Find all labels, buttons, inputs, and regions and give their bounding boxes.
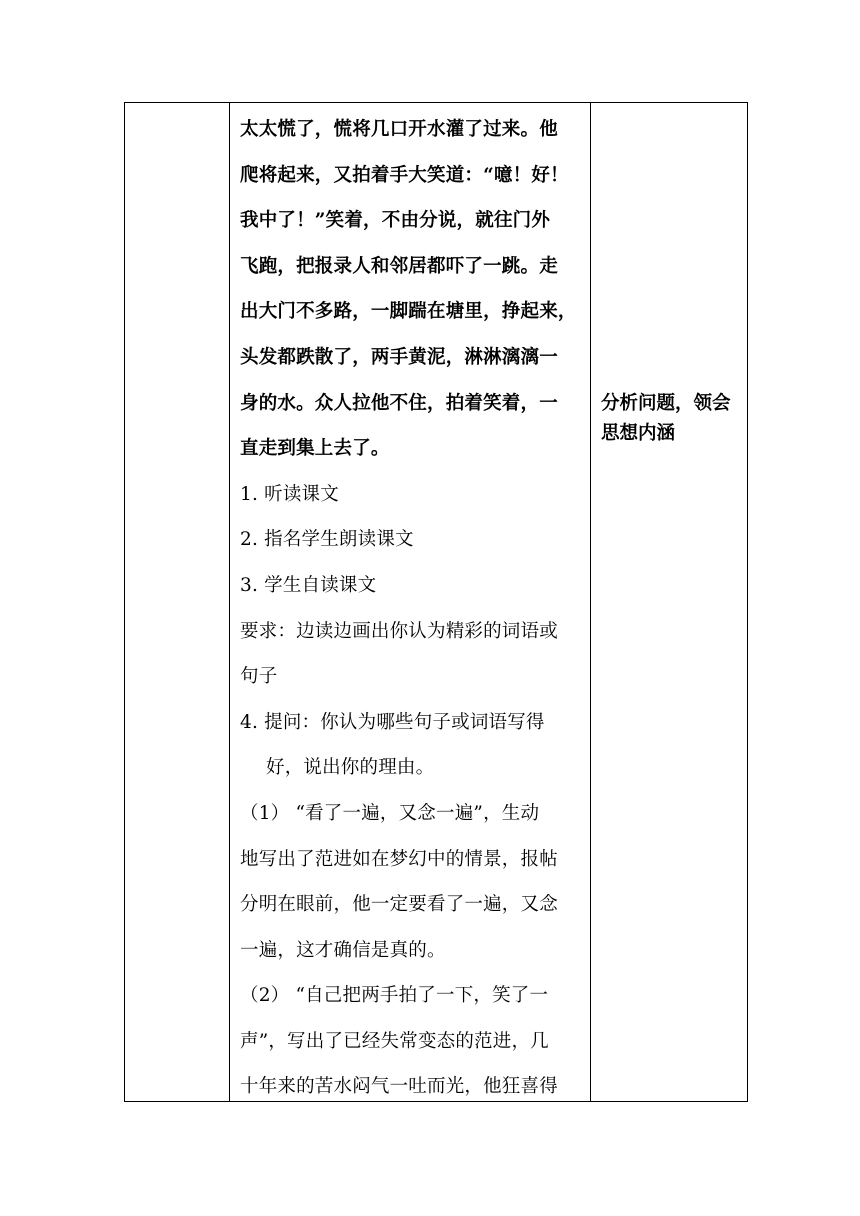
story-line: 身的水。众人拉他不住，拍着笑着，一 <box>240 392 558 414</box>
story-line: 头发都跌散了，两手黄泥，淋淋漓漓一 <box>240 346 558 368</box>
story-line: 太太慌了，慌将几口开水灌了过来。他 <box>240 119 558 140</box>
design-intent-line: 思想内涵 <box>601 423 676 444</box>
step-item: 3. 学生自读课文 <box>240 574 377 596</box>
story-line: 爬将起来，又拍着手大笑道：“噫！好！ <box>240 164 569 186</box>
question-line: 4. 提问：你认为哪些句子或词语写得 <box>240 711 545 733</box>
answer-line: 地写出了范进如在梦幻中的情景，报帖 <box>240 848 558 870</box>
step-item: 1. 听读课文 <box>240 483 339 505</box>
stage-column <box>125 103 230 1101</box>
design-intent-line: 分析问题，领会 <box>601 393 731 414</box>
teaching-activity-column <box>230 103 591 1101</box>
question-line: 好，说出你的理由。 <box>266 757 435 779</box>
requirement-line: 句子 <box>240 666 278 688</box>
lesson-plan-table <box>124 102 748 1102</box>
answer-line: 十年来的苦水闷气一吐而光，他狂喜得 <box>240 1076 558 1098</box>
story-line: 直走到集上去了。 <box>240 438 390 460</box>
story-line: 出大门不多路，一脚踹在塘里，挣起来， <box>240 301 577 323</box>
design-intent-column <box>591 103 747 1101</box>
step-item: 2. 指名学生朗读课文 <box>240 529 414 551</box>
answer-line: 声”，写出了已经失常变态的范进，几 <box>240 1030 549 1052</box>
requirement-line: 要求：边读边画出你认为精彩的词语或 <box>240 620 558 642</box>
design-intent-note <box>601 389 731 449</box>
answer-line: 分明在眼前，他一定要看了一遍，又念 <box>240 894 558 916</box>
answer-line: （1） “看了一遍，又念一遍”，生动 <box>240 802 540 824</box>
answer-line: （2） “自己把两手拍了一下，笑了一 <box>240 985 549 1007</box>
answer-line: 一遍，这才确信是真的。 <box>240 939 446 961</box>
story-line: 我中了！”笑着，不由分说，就往门外 <box>240 210 551 232</box>
story-line: 飞跑，把报录人和邻居都吓了一跳。走 <box>240 255 558 277</box>
